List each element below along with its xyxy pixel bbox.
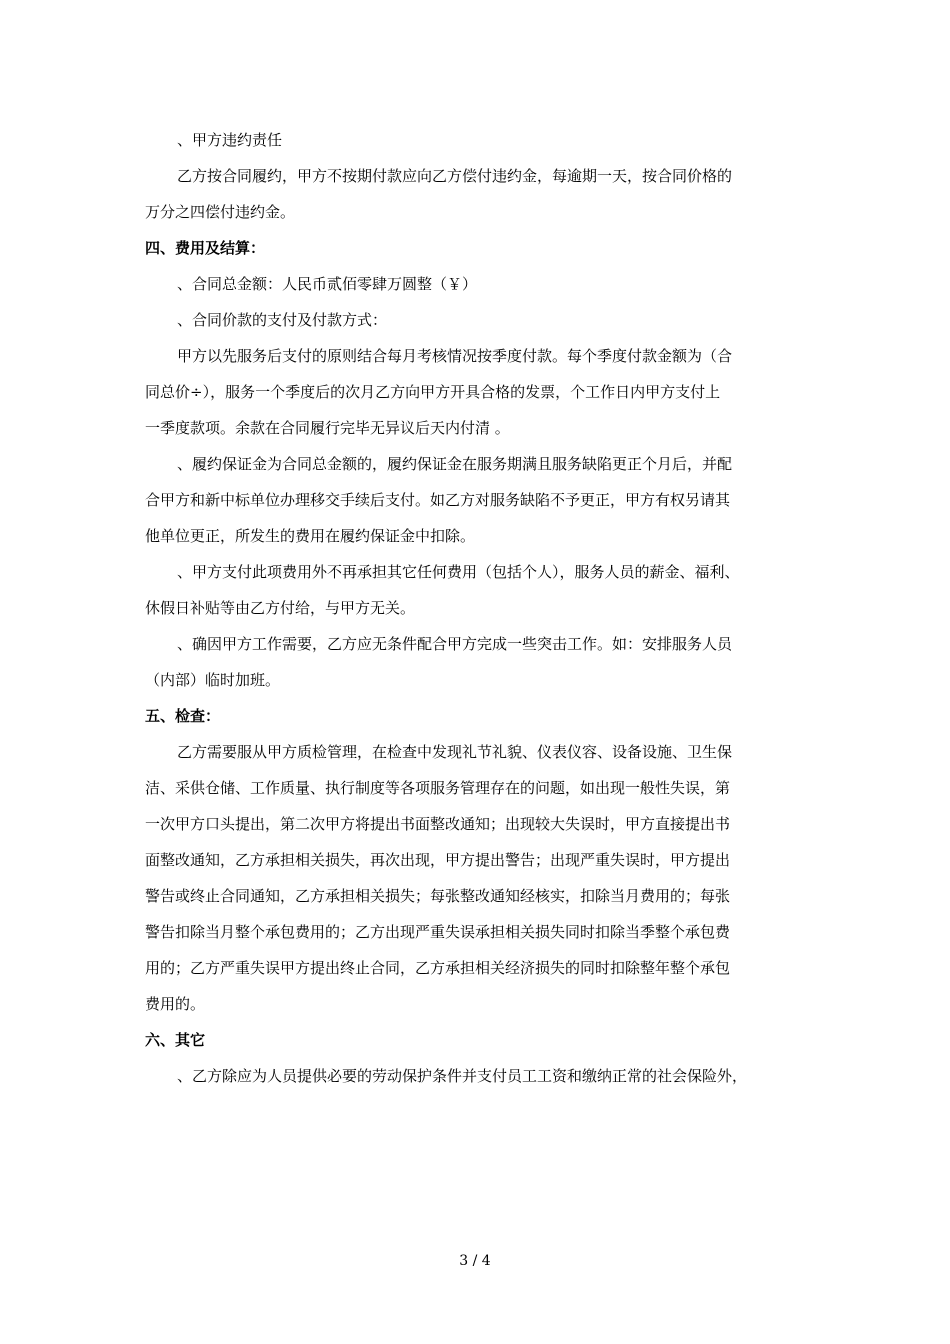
paragraph-line: 用的；乙方严重失误甲方提出终止合同，乙方承担相关经济损失的同时扣除整年整个承包 <box>145 959 731 977</box>
paragraph-line: 万分之四偿付违约金。 <box>145 203 296 221</box>
paragraph-line: 合甲方和新中标单位办理移交手续后支付。如乙方对服务缺陷不予更正，甲方有权另请其 <box>145 491 731 509</box>
paragraph-line: 甲方以先服务后支付的原则结合每月考核情况按季度付款。每个季度付款金额为（合 <box>177 347 733 365</box>
section-heading: 六、其它 <box>145 1031 206 1049</box>
paragraph-line: 面整改通知，乙方承担相关损失，再次出现，甲方提出警告；出现严重失误时，甲方提出 <box>145 851 731 869</box>
paragraph-line: 乙方需要服从甲方质检管理，在检查中发现礼节礼貌、仪表仪容、设备设施、卫生保 <box>177 743 733 761</box>
paragraph-line: 、合同价款的支付及付款方式： <box>177 311 388 329</box>
paragraph-line: （内部）临时加班。 <box>145 671 281 689</box>
paragraph-line: 休假日补贴等由乙方付给，与甲方无关。 <box>145 599 416 617</box>
page-number: 3 / 4 <box>459 1253 491 1269</box>
paragraph-line: 、合同总金额：人民币贰佰零肆万圆整（￥） <box>177 275 478 293</box>
paragraph-line: 警告扣除当月整个承包费用的；乙方出现严重失误承担相关损失同时扣除当季整个承包费 <box>145 923 731 941</box>
section-heading: 五、检查： <box>145 707 221 725</box>
paragraph-line: 、甲方违约责任 <box>177 131 283 149</box>
section-heading: 四、费用及结算： <box>145 239 266 257</box>
paragraph-line: 一次甲方口头提出，第二次甲方将提出书面整改通知；出现较大失误时，甲方直接提出书 <box>145 815 731 833</box>
paragraph-line: 乙方按合同履约，甲方不按期付款应向乙方偿付违约金，每逾期一天，按合同价格的 <box>177 167 733 185</box>
paragraph-line: 他单位更正，所发生的费用在履约保证金中扣除。 <box>145 527 476 545</box>
paragraph-line: 一季度款项。余款在合同履行完毕无异议后天内付清 。 <box>145 419 510 437</box>
paragraph-line: 、甲方支付此项费用外不再承担其它任何费用（包括个人），服务人员的薪金、福利、 <box>177 563 740 581</box>
paragraph-line: 、乙方除应为人员提供必要的劳动保护条件并支付员工工资和缴纳正常的社会保险外， <box>177 1067 748 1085</box>
paragraph-line: 费用的。 <box>145 995 206 1013</box>
document-body <box>145 122 805 1094</box>
paragraph-line: 、确因甲方工作需要，乙方应无条件配合甲方完成一些突击工作。如：安排服务人员 <box>177 635 733 653</box>
paragraph-line: 警告或终止合同通知，乙方承担相关损失；每张整改通知经核实，扣除当月费用的；每张 <box>145 887 731 905</box>
paragraph-line: 同总价÷），服务一个季度后的次月乙方向甲方开具合格的发票，个工作日内甲方支付上 <box>145 383 721 401</box>
paragraph-line: 、履约保证金为合同总金额的，履约保证金在服务期满且服务缺陷更正个月后，并配 <box>177 455 733 473</box>
paragraph-line: 洁、采供仓储、工作质量、执行制度等各项服务管理存在的问题，如出现一般性失误，第 <box>145 779 731 797</box>
